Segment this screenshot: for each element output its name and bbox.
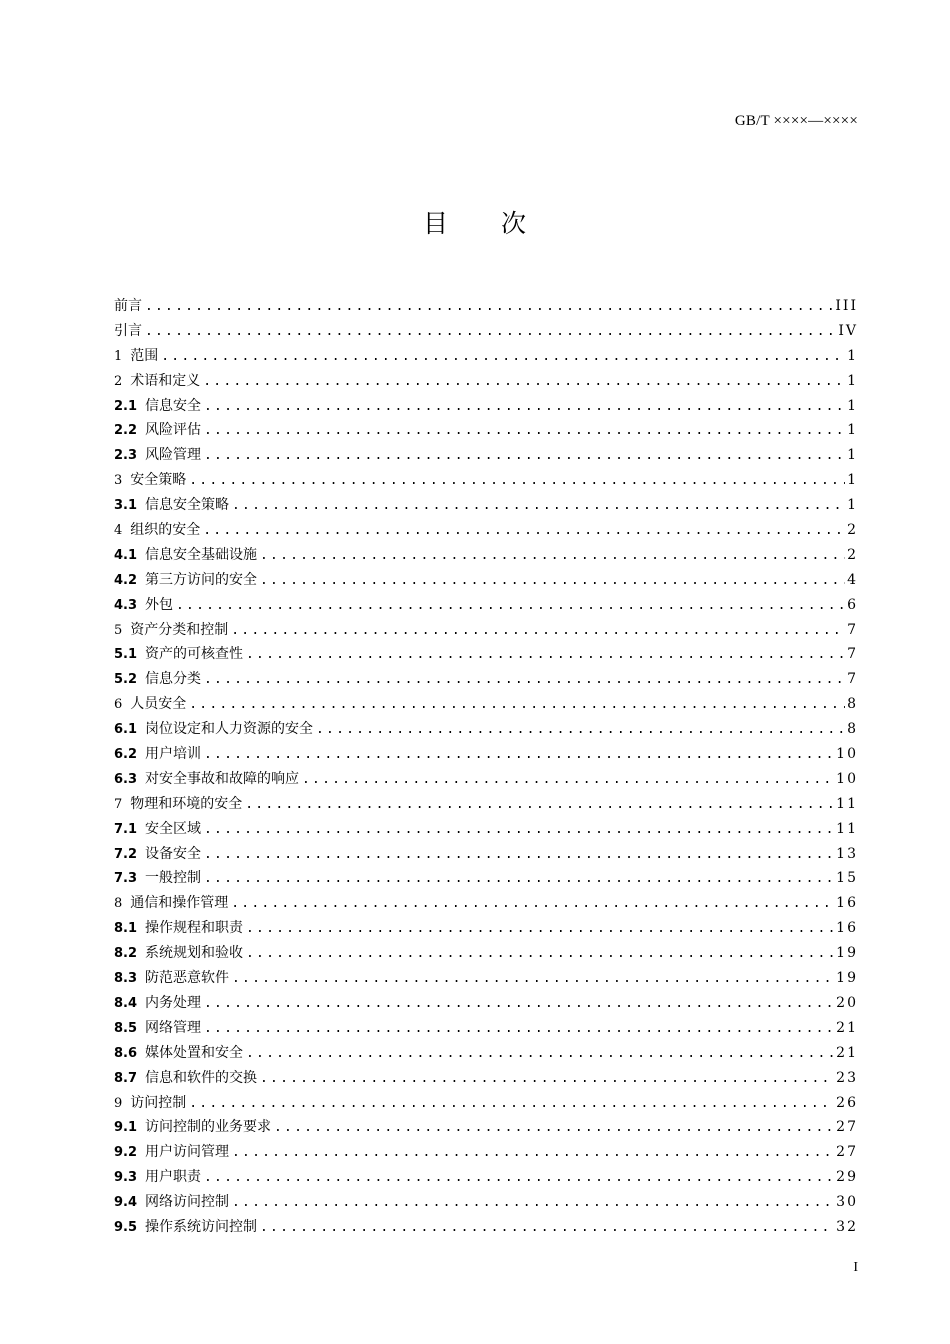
toc-entry-page: 19 bbox=[836, 970, 858, 987]
toc-entry-number: 6.1 bbox=[114, 722, 138, 738]
toc-entry[interactable] bbox=[114, 1190, 858, 1215]
toc-entry-label bbox=[114, 294, 143, 319]
toc-leader-dots bbox=[145, 295, 833, 319]
toc-leader-dots bbox=[204, 867, 834, 891]
toc-entry-text: 组织的安全 bbox=[130, 522, 201, 539]
toc-leader-dots bbox=[232, 1141, 834, 1165]
toc-entry[interactable] bbox=[114, 966, 858, 991]
toc-leader-dots bbox=[246, 643, 845, 667]
toc-entry[interactable] bbox=[114, 817, 858, 842]
toc-leader-dots bbox=[189, 1092, 834, 1116]
toc-entry-label bbox=[114, 394, 202, 419]
toc-entry-label bbox=[114, 742, 202, 767]
toc-entry[interactable] bbox=[114, 642, 858, 667]
toc-entry[interactable] bbox=[114, 742, 858, 767]
toc-entry-text: 网络访问控制 bbox=[145, 1194, 230, 1211]
toc-entry-page: 1 bbox=[847, 422, 858, 439]
toc-entry-number: 4.3 bbox=[114, 597, 138, 613]
toc-entry-page: 26 bbox=[836, 1094, 858, 1111]
toc-entry-page: 16 bbox=[836, 895, 858, 912]
toc-entry-text: 系统规划和验收 bbox=[145, 945, 244, 962]
toc-entry-label bbox=[114, 966, 230, 991]
toc-entry[interactable] bbox=[114, 717, 858, 742]
toc-entry-text: 一般控制 bbox=[145, 870, 202, 887]
toc-leader-dots bbox=[204, 992, 834, 1016]
toc-entry-label bbox=[114, 493, 230, 518]
toc-entry-label bbox=[114, 418, 202, 443]
toc-title: 目 次 bbox=[422, 209, 527, 238]
toc-entry-page: 23 bbox=[836, 1069, 858, 1086]
toc-leader-dots bbox=[232, 967, 834, 991]
toc-entry[interactable] bbox=[114, 1115, 858, 1140]
toc-entry-label bbox=[114, 1215, 258, 1240]
toc-entry-page: 21 bbox=[836, 1019, 858, 1036]
toc-leader-dots bbox=[316, 718, 845, 742]
toc-entry-label bbox=[114, 618, 229, 643]
toc-leader-dots bbox=[204, 818, 834, 842]
toc-entry-page: 2 bbox=[847, 546, 858, 563]
toc-entry[interactable] bbox=[114, 394, 858, 419]
toc-entry-label bbox=[114, 1115, 272, 1140]
toc-entry-number: 6.2 bbox=[114, 747, 138, 763]
toc-entry-page: 7 bbox=[847, 646, 858, 663]
table-of-contents bbox=[114, 294, 858, 1240]
toc-entry-text: 访问控制的业务要求 bbox=[145, 1119, 272, 1136]
toc-entry-number: 6.3 bbox=[114, 771, 138, 787]
toc-entry-page: 1 bbox=[847, 372, 858, 389]
toc-entry-text: 设备安全 bbox=[145, 845, 202, 862]
toc-entry-label bbox=[114, 866, 202, 891]
toc-entry-page: 15 bbox=[836, 870, 858, 887]
toc-leader-dots bbox=[204, 1166, 834, 1190]
toc-entry-text: 访问控制 bbox=[130, 1094, 187, 1111]
toc-leader-dots bbox=[204, 419, 845, 443]
toc-entry-label bbox=[114, 792, 243, 817]
toc-entry-text: 用户培训 bbox=[145, 746, 202, 763]
toc-entry-number: 5 bbox=[114, 622, 123, 638]
toc-entry-label bbox=[114, 1190, 230, 1215]
toc-entry-number: 8.5 bbox=[114, 1020, 138, 1036]
toc-entry-label bbox=[114, 1140, 230, 1165]
toc-entry-page: 7 bbox=[847, 671, 858, 688]
toc-entry[interactable] bbox=[114, 618, 858, 643]
toc-entry[interactable] bbox=[114, 1041, 858, 1066]
toc-entry[interactable] bbox=[114, 916, 858, 941]
toc-entry-page: 13 bbox=[836, 845, 858, 862]
toc-entry-page: 10 bbox=[836, 770, 858, 787]
toc-entry-page: 32 bbox=[836, 1218, 858, 1235]
toc-leader-dots bbox=[260, 1067, 834, 1091]
toc-entry-text: 操作系统访问控制 bbox=[145, 1218, 258, 1235]
toc-entry-text: 术语和定义 bbox=[130, 372, 201, 389]
toc-entry-number: 1 bbox=[114, 348, 123, 364]
toc-entry[interactable] bbox=[114, 941, 858, 966]
toc-entry-number: 9.1 bbox=[114, 1120, 138, 1136]
toc-entry-page: 1 bbox=[847, 497, 858, 514]
toc-entry-text: 资产的可核查性 bbox=[145, 646, 244, 663]
toc-entry[interactable] bbox=[114, 294, 858, 319]
toc-leader-dots bbox=[274, 1116, 834, 1140]
toc-leader-dots bbox=[232, 494, 845, 518]
toc-leader-dots bbox=[246, 942, 834, 966]
toc-leader-dots bbox=[204, 395, 845, 419]
toc-entry-label bbox=[114, 717, 314, 742]
toc-entry-page: 8 bbox=[847, 696, 858, 713]
toc-entry-number: 3 bbox=[114, 473, 123, 489]
toc-entry-page: 2 bbox=[847, 522, 858, 539]
toc-entry[interactable] bbox=[114, 692, 858, 717]
toc-entry-text: 范围 bbox=[130, 347, 159, 364]
toc-entry-text: 岗位设定和人力资源的安全 bbox=[145, 721, 314, 738]
toc-entry[interactable] bbox=[114, 543, 858, 568]
toc-entry[interactable] bbox=[114, 792, 858, 817]
toc-leader-dots bbox=[204, 743, 834, 767]
toc-leader-dots bbox=[176, 594, 845, 618]
toc-entry[interactable] bbox=[114, 767, 858, 792]
toc-entry-page: 30 bbox=[836, 1194, 858, 1211]
toc-entry-label bbox=[114, 817, 202, 842]
toc-entry-number: 7.3 bbox=[114, 871, 138, 887]
toc-entry-page: 1 bbox=[847, 397, 858, 414]
toc-entry-number: 7 bbox=[114, 796, 123, 812]
toc-entry[interactable] bbox=[114, 1016, 858, 1041]
toc-entry[interactable] bbox=[114, 468, 858, 493]
toc-entry-text: 用户访问管理 bbox=[145, 1144, 230, 1161]
toc-entry-text: 引言 bbox=[114, 322, 142, 339]
toc-entry-number: 2.2 bbox=[114, 423, 138, 439]
toc-entry[interactable] bbox=[114, 568, 858, 593]
toc-entry-text: 信息和软件的交换 bbox=[145, 1069, 258, 1086]
toc-entry-page: 11 bbox=[836, 820, 858, 837]
toc-leader-dots bbox=[204, 1017, 834, 1041]
toc-entry[interactable] bbox=[114, 443, 858, 468]
toc-entry-number: 5.1 bbox=[114, 647, 138, 663]
toc-entry-text: 安全区域 bbox=[145, 820, 202, 837]
toc-leader-dots bbox=[189, 693, 845, 717]
toc-entry-text: 媒体处置和安全 bbox=[145, 1044, 244, 1061]
toc-entry-number: 8.3 bbox=[114, 971, 138, 987]
toc-entry-page: 21 bbox=[836, 1044, 858, 1061]
toc-entry-page: 8 bbox=[847, 721, 858, 738]
toc-entry-label bbox=[114, 991, 202, 1016]
toc-entry-text: 物理和环境的安全 bbox=[130, 795, 243, 812]
toc-entry-number: 9 bbox=[114, 1095, 123, 1111]
toc-entry-label bbox=[114, 568, 258, 593]
toc-leader-dots bbox=[189, 469, 845, 493]
toc-entry[interactable] bbox=[114, 667, 858, 692]
page-number: I bbox=[853, 1260, 858, 1275]
toc-entry-label bbox=[114, 1066, 258, 1091]
toc-entry-label bbox=[114, 667, 202, 692]
toc-entry[interactable] bbox=[114, 1140, 858, 1165]
toc-entry-label bbox=[114, 767, 300, 792]
toc-leader-dots bbox=[145, 320, 836, 344]
toc-entry-label bbox=[114, 369, 201, 394]
toc-entry-page: 1 bbox=[847, 472, 858, 489]
toc-entry-number: 8 bbox=[114, 896, 123, 912]
toc-leader-dots bbox=[203, 519, 845, 543]
toc-entry[interactable] bbox=[114, 319, 858, 344]
toc-leader-dots bbox=[246, 1042, 834, 1066]
toc-entry-text: 资产分类和控制 bbox=[130, 621, 229, 638]
toc-entry[interactable] bbox=[114, 369, 858, 394]
toc-entry-label bbox=[114, 941, 244, 966]
toc-entry-label bbox=[114, 642, 244, 667]
toc-entry-page: 4 bbox=[847, 571, 858, 588]
toc-entry[interactable] bbox=[114, 891, 858, 916]
toc-entry[interactable] bbox=[114, 1165, 858, 1190]
toc-entry-page: 6 bbox=[847, 596, 858, 613]
toc-leader-dots bbox=[231, 619, 845, 643]
toc-entry-page: 16 bbox=[836, 920, 858, 937]
toc-entry-label bbox=[114, 593, 174, 618]
toc-entry-number: 7.1 bbox=[114, 821, 138, 837]
toc-entry[interactable] bbox=[114, 493, 858, 518]
toc-entry-label bbox=[114, 1016, 202, 1041]
toc-leader-dots bbox=[161, 345, 845, 369]
toc-leader-dots bbox=[204, 444, 845, 468]
toc-entry-number: 7.2 bbox=[114, 846, 138, 862]
toc-entry-number: 3.1 bbox=[114, 498, 138, 514]
toc-entry-text: 信息安全 bbox=[145, 397, 202, 414]
toc-leader-dots bbox=[231, 892, 834, 916]
toc-leader-dots bbox=[204, 668, 845, 692]
toc-entry-page: 20 bbox=[836, 994, 858, 1011]
toc-entry-page: 29 bbox=[836, 1169, 858, 1186]
toc-entry-label bbox=[114, 319, 143, 344]
toc-entry-text: 外包 bbox=[145, 596, 174, 613]
toc-entry-label bbox=[114, 916, 244, 941]
toc-entry[interactable] bbox=[114, 1091, 858, 1116]
toc-entry-page: 11 bbox=[836, 795, 858, 812]
toc-entry-label bbox=[114, 468, 187, 493]
toc-entry-number: 9.4 bbox=[114, 1195, 138, 1211]
toc-entry[interactable] bbox=[114, 344, 858, 369]
toc-leader-dots bbox=[232, 1191, 834, 1215]
toc-entry-text: 第三方访问的安全 bbox=[145, 571, 258, 588]
toc-entry-text: 通信和操作管理 bbox=[130, 895, 229, 912]
toc-entry-number: 8.1 bbox=[114, 921, 138, 937]
toc-leader-dots bbox=[260, 569, 845, 593]
toc-entry[interactable] bbox=[114, 1215, 858, 1240]
toc-entry-text: 信息安全策略 bbox=[145, 497, 230, 514]
toc-entry-number: 2 bbox=[114, 373, 123, 389]
toc-entry-text: 防范恶意软件 bbox=[145, 970, 230, 987]
toc-entry-page: 27 bbox=[836, 1144, 858, 1161]
toc-entry-page: 7 bbox=[847, 621, 858, 638]
toc-entry-number: 4 bbox=[114, 523, 123, 539]
toc-entry[interactable] bbox=[114, 866, 858, 891]
toc-leader-dots bbox=[260, 544, 845, 568]
toc-entry-number: 9.3 bbox=[114, 1170, 138, 1186]
toc-entry-text: 内务处理 bbox=[145, 994, 202, 1011]
toc-leader-dots bbox=[245, 793, 834, 817]
toc-entry-number: 6 bbox=[114, 697, 123, 713]
toc-entry-number: 9.5 bbox=[114, 1219, 138, 1235]
toc-entry-label bbox=[114, 1091, 187, 1116]
toc-entry-page: 27 bbox=[836, 1119, 858, 1136]
toc-entry-number: 5.2 bbox=[114, 672, 138, 688]
toc-entry-text: 风险评估 bbox=[145, 422, 202, 439]
toc-entry-text: 人员安全 bbox=[130, 696, 187, 713]
toc-entry-page: 1 bbox=[847, 347, 858, 364]
toc-entry-label bbox=[114, 443, 202, 468]
toc-entry-page: IV bbox=[838, 322, 858, 339]
toc-entry-label bbox=[114, 543, 258, 568]
toc-entry-label bbox=[114, 842, 202, 867]
standard-code: GB/T ××××—×××× bbox=[734, 113, 858, 129]
toc-entry-text: 用户职责 bbox=[145, 1169, 202, 1186]
toc-entry[interactable] bbox=[114, 593, 858, 618]
toc-leader-dots bbox=[302, 768, 834, 792]
toc-entry[interactable] bbox=[114, 518, 858, 543]
toc-entry-number: 4.2 bbox=[114, 572, 138, 588]
toc-entry-text: 前言 bbox=[114, 298, 142, 314]
toc-entry-text: 安全策略 bbox=[130, 472, 187, 489]
toc-entry-page: 1 bbox=[847, 447, 858, 464]
toc-entry-number: 4.1 bbox=[114, 547, 138, 563]
toc-entry-number: 2.3 bbox=[114, 448, 138, 464]
toc-entry-text: 信息分类 bbox=[145, 671, 202, 688]
toc-entry[interactable] bbox=[114, 418, 858, 443]
toc-leader-dots bbox=[246, 917, 834, 941]
toc-entry-label bbox=[114, 891, 229, 916]
toc-entry-text: 风险管理 bbox=[145, 447, 202, 464]
toc-entry-page: 10 bbox=[836, 746, 858, 763]
toc-entry-label bbox=[114, 692, 187, 717]
toc-entry-page: III bbox=[835, 298, 858, 314]
toc-entry-number: 8.2 bbox=[114, 946, 138, 962]
toc-entry[interactable] bbox=[114, 991, 858, 1016]
toc-entry-text: 对安全事故和故障的响应 bbox=[145, 770, 300, 787]
toc-entry-label bbox=[114, 1165, 202, 1190]
toc-entry[interactable] bbox=[114, 1066, 858, 1091]
toc-entry-number: 8.6 bbox=[114, 1045, 138, 1061]
toc-entry-label bbox=[114, 344, 159, 369]
toc-leader-dots bbox=[204, 843, 834, 867]
toc-entry-label bbox=[114, 518, 201, 543]
toc-entry[interactable] bbox=[114, 842, 858, 867]
toc-leader-dots bbox=[260, 1216, 834, 1240]
toc-entry-page: 19 bbox=[836, 945, 858, 962]
toc-entry-text: 信息安全基础设施 bbox=[145, 546, 258, 563]
toc-entry-number: 2.1 bbox=[114, 398, 138, 414]
toc-entry-number: 9.2 bbox=[114, 1145, 138, 1161]
toc-entry-text: 网络管理 bbox=[145, 1019, 202, 1036]
toc-leader-dots bbox=[203, 370, 845, 394]
toc-entry-label bbox=[114, 1041, 244, 1066]
toc-entry-number: 8.7 bbox=[114, 1070, 138, 1086]
toc-entry-text: 操作规程和职责 bbox=[145, 920, 244, 937]
toc-entry-number: 8.4 bbox=[114, 995, 138, 1011]
